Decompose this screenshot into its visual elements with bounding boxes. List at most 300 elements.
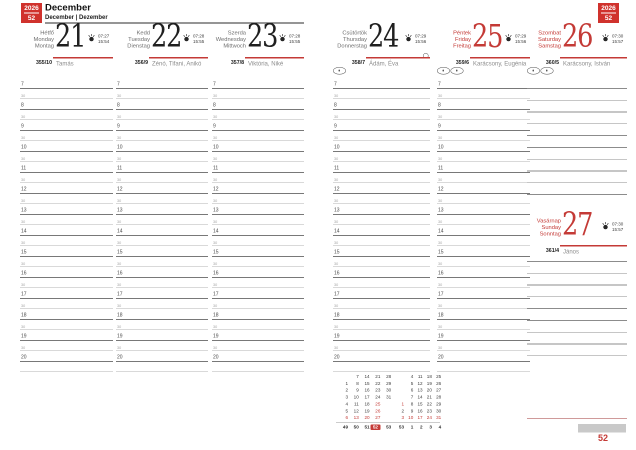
half-hour-line xyxy=(212,99,304,100)
half-hour-line xyxy=(333,246,430,247)
year-week-badge-left xyxy=(21,3,42,23)
sun-times-sat xyxy=(612,34,623,45)
year-week-badge-right xyxy=(598,3,619,23)
holiday-symbol-icon xyxy=(333,67,346,75)
half-hour-label: 30 xyxy=(334,93,339,98)
month-subtitle: December | Dezember xyxy=(45,13,108,21)
hour-label: 9 xyxy=(213,123,216,129)
name-days-tue: Zénó, Tifani, Anikó xyxy=(152,60,202,67)
half-hour-label: 30 xyxy=(117,303,122,308)
sunrise-time: 07:29 xyxy=(515,33,527,39)
mini-cal-date: 20 xyxy=(364,415,370,421)
day-underline xyxy=(366,57,430,58)
half-hour-label: 30 xyxy=(21,219,26,224)
ruled-line xyxy=(527,147,627,148)
half-hour-line xyxy=(116,204,208,205)
half-hour-line xyxy=(116,267,208,268)
day-names-fri xyxy=(437,30,471,50)
sunset-time: 15:56 xyxy=(515,38,527,44)
hour-label: 11 xyxy=(213,165,219,171)
hour-line xyxy=(116,277,208,278)
hour-label: 11 xyxy=(334,165,340,171)
half-hour-line xyxy=(212,183,304,184)
day-name: Montag xyxy=(34,43,54,49)
hour-label: 16 xyxy=(21,270,27,276)
hour-line xyxy=(212,340,304,341)
hour-line xyxy=(333,340,430,341)
half-hour-label: 30 xyxy=(21,198,26,203)
hour-label: 13 xyxy=(213,207,219,213)
day-name: Donnerstag xyxy=(337,43,367,49)
half-hour-label: 30 xyxy=(438,303,443,308)
half-hour-line xyxy=(116,351,208,352)
day-name: Freitag xyxy=(453,43,471,49)
hour-line xyxy=(20,109,113,110)
sunrise-time: 07:30 xyxy=(612,33,624,39)
half-hour-label: 30 xyxy=(438,219,443,224)
hour-line xyxy=(20,151,113,152)
day-names-sat xyxy=(527,30,561,50)
hour-label: 12 xyxy=(117,186,123,192)
half-hour-label: 30 xyxy=(213,198,218,203)
hour-line xyxy=(212,109,304,110)
day-name: Samstag xyxy=(538,43,561,49)
half-hour-label: 30 xyxy=(334,282,339,287)
name-days-fri: Karácsony, Eugénia xyxy=(473,60,527,67)
half-hour-line xyxy=(212,372,304,373)
half-hour-line xyxy=(116,246,208,247)
mini-cal-date: 8 xyxy=(356,380,359,386)
mini-cal-date: 14 xyxy=(364,374,370,379)
hour-line xyxy=(20,172,113,173)
hour-label: 15 xyxy=(117,249,123,255)
hour-label: 20 xyxy=(213,354,219,360)
hour-line xyxy=(116,298,208,299)
day-names-thu xyxy=(333,30,367,50)
half-hour-label: 30 xyxy=(213,324,218,329)
hour-label: 20 xyxy=(334,354,340,360)
mini-cal-date: 5 xyxy=(345,408,348,414)
half-hour-label: 30 xyxy=(334,261,339,266)
day-name: Wednesday xyxy=(215,36,246,43)
half-hour-label: 30 xyxy=(21,114,26,119)
half-hour-line xyxy=(437,141,530,142)
mini-cal-date: 18 xyxy=(426,374,432,379)
day-name: Friday xyxy=(455,36,471,43)
day-number-thu: 24 xyxy=(368,18,399,55)
half-hour-line xyxy=(20,225,113,226)
bottom-rule xyxy=(527,418,627,419)
sunrise-time: 07:29 xyxy=(415,33,427,39)
day-name: Szerda xyxy=(227,30,246,36)
hour-line xyxy=(212,256,304,257)
sunrise-sunset-icon xyxy=(601,222,610,230)
hour-line xyxy=(333,130,430,131)
mini-cal-date: 15 xyxy=(417,401,423,407)
hour-label: 17 xyxy=(438,291,444,297)
hour-line xyxy=(333,151,430,152)
mini-cal-week: 50 xyxy=(353,424,359,430)
sun-times-wed xyxy=(289,34,300,45)
badge-year: 2026 xyxy=(24,4,39,12)
hour-line xyxy=(20,298,113,299)
half-hour-label: 30 xyxy=(213,345,218,350)
hour-label: 19 xyxy=(334,333,340,339)
hour-label: 20 xyxy=(438,354,444,360)
half-hour-line xyxy=(116,99,208,100)
mini-cal-date: 27 xyxy=(436,387,442,393)
name-days-sun: János xyxy=(563,248,580,255)
mini-cal-date: 10 xyxy=(408,415,414,421)
mini-cal-date: 17 xyxy=(364,394,370,400)
symbol-dot xyxy=(546,70,548,72)
half-hour-label: 30 xyxy=(21,282,26,287)
name-days-wed: Viktória, Niké xyxy=(248,60,284,67)
mini-cal-date: 5 xyxy=(410,380,414,386)
hour-label: 10 xyxy=(334,144,340,150)
half-hour-label: 30 xyxy=(438,135,443,140)
mini-cal-date: 7 xyxy=(356,374,359,379)
half-hour-label: 30 xyxy=(213,135,218,140)
hour-line xyxy=(116,109,208,110)
day-name: Mittwoch xyxy=(223,43,246,49)
badge-week: 52 xyxy=(27,14,36,22)
half-hour-line xyxy=(116,120,208,121)
ruled-line xyxy=(527,123,627,124)
ruled-line xyxy=(527,182,627,183)
half-hour-line xyxy=(20,309,113,310)
hour-line xyxy=(437,193,530,194)
half-hour-label: 30 xyxy=(213,261,218,266)
hour-label: 16 xyxy=(117,270,123,276)
half-hour-label: 30 xyxy=(213,303,218,308)
half-hour-label: 30 xyxy=(21,345,26,350)
hour-label: 15 xyxy=(334,249,340,255)
mini-cal-date: 17 xyxy=(417,415,423,421)
mini-cal-date: 16 xyxy=(417,408,423,414)
half-hour-line xyxy=(437,246,530,247)
hour-label: 14 xyxy=(117,228,123,234)
hour-line xyxy=(437,361,530,362)
half-hour-label: 30 xyxy=(117,219,122,224)
half-hour-line xyxy=(116,141,208,142)
hour-line xyxy=(20,88,113,89)
ruled-line xyxy=(527,135,627,136)
half-hour-line xyxy=(20,351,113,352)
ruled-line xyxy=(527,261,627,262)
mini-cal-date: 24 xyxy=(426,415,432,421)
half-hour-line xyxy=(333,183,430,184)
hour-label: 20 xyxy=(117,354,123,360)
half-hour-line xyxy=(212,246,304,247)
mini-cal-date: 4 xyxy=(345,401,348,407)
sun-times-mon xyxy=(98,34,109,45)
ruled-line xyxy=(527,285,627,286)
day-name: Péntek xyxy=(453,30,471,36)
half-hour-label: 30 xyxy=(334,177,339,182)
half-hour-label: 30 xyxy=(438,261,443,266)
mini-cal-date: 20 xyxy=(426,387,432,393)
hour-label: 11 xyxy=(21,165,27,171)
half-hour-line xyxy=(116,309,208,310)
hour-line xyxy=(20,130,113,131)
hour-line xyxy=(212,361,304,362)
hour-line xyxy=(212,172,304,173)
half-hour-label: 30 xyxy=(117,345,122,350)
half-hour-line xyxy=(333,372,430,373)
half-hour-label: 30 xyxy=(334,345,339,350)
half-hour-line xyxy=(116,288,208,289)
day-name: Sonntag xyxy=(539,231,561,237)
half-hour-line xyxy=(333,330,430,331)
day-name: Tuesday xyxy=(128,36,150,43)
hour-label: 12 xyxy=(21,186,27,192)
half-hour-label: 30 xyxy=(334,324,339,329)
half-hour-line xyxy=(212,309,304,310)
mini-cal-date: 9 xyxy=(356,387,359,393)
day-underline xyxy=(149,57,208,58)
half-hour-line xyxy=(437,99,530,100)
half-hour-line xyxy=(116,372,208,373)
sunrise-time: 07:28 xyxy=(193,33,205,39)
hour-line xyxy=(116,361,208,362)
ruled-line xyxy=(527,112,627,113)
hour-label: 12 xyxy=(334,186,340,192)
hour-label: 7 xyxy=(213,81,216,87)
mini-cal-date: 23 xyxy=(426,408,432,414)
day-name: Szombat xyxy=(538,30,561,36)
symbol-dot xyxy=(456,70,458,72)
half-hour-label: 30 xyxy=(213,93,218,98)
hour-line xyxy=(20,193,113,194)
half-hour-line xyxy=(116,162,208,163)
day-of-year-sat: 360/5 xyxy=(545,59,559,66)
sunset-time: 15:57 xyxy=(612,38,624,44)
hour-label: 10 xyxy=(117,144,123,150)
mini-cal-date: 15 xyxy=(364,380,370,386)
hour-label: 10 xyxy=(21,144,27,150)
half-hour-line xyxy=(212,351,304,352)
hour-line xyxy=(333,109,430,110)
hour-label: 12 xyxy=(213,186,219,192)
day-name: Sunday xyxy=(541,224,561,231)
hour-label: 14 xyxy=(334,228,340,234)
mini-cal-date: 29 xyxy=(386,380,392,386)
mini-cal-date: 22 xyxy=(426,401,432,407)
mini-cal-date: 28 xyxy=(386,374,392,379)
day-name: Saturday xyxy=(537,36,561,43)
hour-line xyxy=(116,172,208,173)
half-hour-line xyxy=(437,330,530,331)
day-underline xyxy=(560,245,627,246)
half-hour-label: 30 xyxy=(438,345,443,350)
half-hour-line xyxy=(437,204,530,205)
hour-label: 16 xyxy=(334,270,340,276)
hour-line xyxy=(212,277,304,278)
hour-line xyxy=(333,214,430,215)
month-title: December xyxy=(45,2,91,13)
mini-cal-date: 2 xyxy=(345,387,348,393)
half-hour-label: 30 xyxy=(213,240,218,245)
half-hour-label: 30 xyxy=(21,156,26,161)
sunrise-sunset-icon xyxy=(601,34,610,42)
mini-cal-date: 12 xyxy=(417,380,423,386)
hour-line xyxy=(212,151,304,152)
day-name: Thursday xyxy=(343,36,367,43)
mini-cal-divider xyxy=(336,423,440,424)
hour-line xyxy=(333,88,430,89)
day-names-sun xyxy=(527,218,561,238)
half-hour-line xyxy=(116,330,208,331)
half-hour-line xyxy=(333,141,430,142)
hour-line xyxy=(116,151,208,152)
ruled-line xyxy=(527,355,627,356)
hour-line xyxy=(212,193,304,194)
hour-line xyxy=(333,319,430,320)
hour-label: 15 xyxy=(438,249,444,255)
ruled-line xyxy=(527,273,627,274)
mini-cal-date: 26 xyxy=(436,380,442,386)
sunrise-time: 07:28 xyxy=(289,33,301,39)
sunrise-sunset-icon xyxy=(504,34,513,42)
hour-line xyxy=(20,214,113,215)
half-hour-label: 30 xyxy=(438,93,443,98)
hour-line xyxy=(437,88,530,89)
sunset-time: 15:54 xyxy=(98,38,110,44)
half-hour-label: 30 xyxy=(334,240,339,245)
half-hour-label: 30 xyxy=(213,177,218,182)
mini-cal-date: 18 xyxy=(364,401,370,407)
half-hour-label: 30 xyxy=(438,324,443,329)
mini-cal-date: 7 xyxy=(410,394,414,400)
mini-cal-date: 4 xyxy=(410,374,414,379)
day-name: Csütörtök xyxy=(342,30,367,36)
half-hour-label: 30 xyxy=(438,177,443,182)
hour-label: 7 xyxy=(117,81,120,87)
holiday-symbol-icon xyxy=(437,67,450,75)
half-hour-line xyxy=(333,204,430,205)
day-of-year-tue: 356/9 xyxy=(134,59,148,66)
hour-label: 8 xyxy=(438,102,441,108)
holiday-symbol-icon xyxy=(541,67,554,75)
mini-cal-week: 3 xyxy=(429,424,432,430)
half-hour-label: 30 xyxy=(438,156,443,161)
holiday-symbol-icon xyxy=(527,67,540,75)
hour-label: 13 xyxy=(21,207,27,213)
hour-line xyxy=(333,256,430,257)
mini-cal-date: 21 xyxy=(375,374,381,379)
mini-cal-date: 19 xyxy=(364,408,370,414)
sun-times-tue xyxy=(193,34,204,45)
ruled-line xyxy=(527,159,627,160)
half-hour-line xyxy=(20,204,113,205)
mini-cal-date: 27 xyxy=(375,415,381,421)
half-hour-line xyxy=(116,225,208,226)
mini-cal-week-current: 52 xyxy=(370,425,380,431)
mini-cal-date: 13 xyxy=(417,387,423,393)
sunrise-sunset-icon xyxy=(87,34,96,42)
half-hour-line xyxy=(212,162,304,163)
mini-cal-date: 13 xyxy=(353,415,359,421)
hour-label: 13 xyxy=(438,207,444,213)
hour-label: 18 xyxy=(117,312,123,318)
hour-line xyxy=(116,256,208,257)
sunrise-sunset-icon xyxy=(182,34,191,42)
mini-cal-date: 11 xyxy=(354,401,359,407)
sun-times-sun xyxy=(612,222,623,233)
sun-times-thu xyxy=(415,34,426,45)
hour-label: 17 xyxy=(21,291,27,297)
half-hour-line xyxy=(212,141,304,142)
hour-label: 12 xyxy=(438,186,444,192)
hour-label: 19 xyxy=(213,333,219,339)
half-hour-label: 30 xyxy=(117,135,122,140)
mini-cal-date: 25 xyxy=(375,401,381,407)
hour-line xyxy=(437,109,530,110)
hour-label: 15 xyxy=(21,249,27,255)
hour-line xyxy=(116,235,208,236)
hour-line xyxy=(20,277,113,278)
hour-label: 8 xyxy=(21,102,24,108)
half-hour-line xyxy=(20,288,113,289)
hour-label: 14 xyxy=(21,228,27,234)
day-names-wed xyxy=(212,30,246,50)
day-number-mon: 21 xyxy=(55,18,86,55)
mini-cal-date: 28 xyxy=(436,394,442,400)
mini-cal-date: 31 xyxy=(436,415,442,421)
half-hour-label: 30 xyxy=(213,282,218,287)
mini-cal-date: 29 xyxy=(436,401,442,407)
mini-cal-date: 9 xyxy=(410,408,414,414)
hour-line xyxy=(437,256,530,257)
name-days-mon: Tamás xyxy=(56,60,74,67)
symbol-dot xyxy=(532,70,534,72)
sunrise-time: 07:27 xyxy=(98,33,110,39)
half-hour-label: 30 xyxy=(334,156,339,161)
hour-line xyxy=(20,340,113,341)
half-hour-line xyxy=(20,162,113,163)
ruled-line xyxy=(527,320,627,321)
symbol-dot xyxy=(442,70,444,72)
hour-label: 8 xyxy=(213,102,216,108)
hour-label: 16 xyxy=(213,270,219,276)
day-of-year-sun: 361/4 xyxy=(545,247,559,254)
half-hour-label: 30 xyxy=(21,135,26,140)
hour-label: 9 xyxy=(21,123,24,129)
hour-line xyxy=(333,361,430,362)
hour-line xyxy=(212,298,304,299)
half-hour-label: 30 xyxy=(21,177,26,182)
half-hour-line xyxy=(20,267,113,268)
day-underline xyxy=(470,57,530,58)
half-hour-label: 30 xyxy=(21,93,26,98)
day-of-year-wed: 357/8 xyxy=(230,59,244,66)
half-hour-label: 30 xyxy=(334,114,339,119)
hour-label: 17 xyxy=(334,291,340,297)
half-hour-label: 30 xyxy=(21,303,26,308)
day-of-year-fri: 359/6 xyxy=(455,59,469,66)
mini-cal-date: 1 xyxy=(401,401,404,407)
half-hour-line xyxy=(212,120,304,121)
hour-line xyxy=(437,340,530,341)
half-hour-line xyxy=(437,225,530,226)
half-hour-line xyxy=(20,183,113,184)
badge-week: 52 xyxy=(604,14,613,22)
half-hour-label: 30 xyxy=(117,282,122,287)
half-hour-label: 30 xyxy=(117,177,122,182)
day-names-mon xyxy=(20,30,54,50)
name-days-thu: Ádám, Éva xyxy=(369,60,399,67)
